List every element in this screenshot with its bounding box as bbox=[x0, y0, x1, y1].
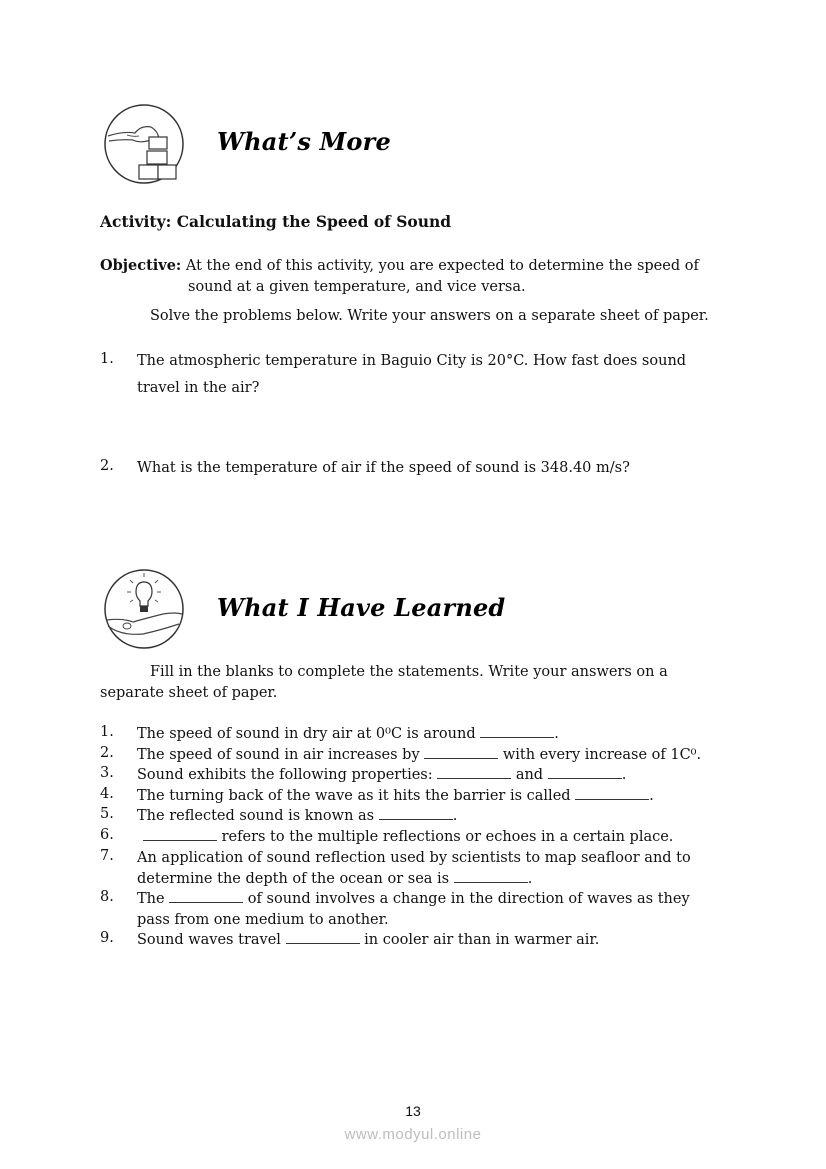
answer-blank bbox=[480, 724, 554, 738]
hand-stacking-blocks-icon bbox=[103, 103, 185, 185]
list-item bbox=[137, 806, 457, 827]
item-number: 2. bbox=[100, 745, 114, 761]
item-number: 7. bbox=[100, 848, 114, 864]
list-item bbox=[137, 930, 599, 951]
answer-blank bbox=[454, 869, 528, 883]
item-number: 3. bbox=[100, 765, 114, 781]
item-text: Sound exhibits the following properties: bbox=[137, 767, 438, 783]
item-text: in cooler air than in warmer air. bbox=[359, 932, 600, 948]
problem-1-line2: travel in the air? bbox=[137, 380, 260, 396]
item-text: . bbox=[649, 788, 654, 804]
page-number: 13 bbox=[405, 1103, 421, 1119]
answer-blank bbox=[379, 806, 453, 820]
answer-blank bbox=[143, 827, 217, 841]
activity-title: Activity: Calculating the Speed of Sound bbox=[100, 212, 452, 231]
activity-instruction: Solve the problems below. Write your answers on a separate sheet of paper. bbox=[150, 308, 709, 324]
section-title-what-i-have-learned: What I Have Learned bbox=[217, 593, 506, 622]
item-text: of sound involves a change in the direction of waves as they bbox=[243, 891, 690, 907]
item-text: Sound waves travel bbox=[137, 932, 286, 948]
item-text: . bbox=[452, 808, 458, 824]
fill-instruction-line2: separate sheet of paper. bbox=[100, 685, 278, 701]
answer-blank bbox=[169, 889, 243, 903]
list-item bbox=[137, 848, 732, 869]
problem-1-line1: The atmospheric temperature in Baguio City is 20°C. How fast does sound bbox=[137, 353, 687, 369]
problem-number: 1. bbox=[100, 351, 114, 367]
answer-blank bbox=[286, 930, 360, 944]
item-text: . bbox=[621, 767, 627, 783]
item-number: 6. bbox=[100, 827, 114, 843]
answer-blank bbox=[437, 765, 511, 779]
objective bbox=[100, 256, 699, 276]
item-number: 4. bbox=[100, 786, 114, 802]
list-item bbox=[143, 827, 673, 848]
list-item-continuation bbox=[137, 910, 389, 931]
item-text: . bbox=[554, 726, 559, 742]
objective-text-line2: sound at a given temperature, and vice versa. bbox=[188, 279, 526, 295]
answer-blank bbox=[575, 786, 649, 800]
objective-label: Objective: bbox=[100, 257, 182, 274]
problem-2-line1: What is the temperature of air if the speed of sound is 348.40 m/s? bbox=[137, 460, 630, 476]
list-item bbox=[137, 786, 654, 807]
item-text: The reflected sound is known as bbox=[137, 808, 379, 824]
objective-text-line1: At the end of this activity, you are expected to determine the speed of bbox=[185, 258, 699, 274]
item-text: and bbox=[511, 767, 548, 783]
item-text: pass from one medium to another. bbox=[137, 912, 389, 928]
section-title-whats-more: What’s More bbox=[217, 127, 391, 156]
item-number: 9. bbox=[100, 930, 114, 946]
answer-blank bbox=[548, 765, 622, 779]
item-text: determine the depth of the ocean or sea is bbox=[137, 871, 454, 887]
item-text: refers to the multiple reflections or echoes in a certain place. bbox=[217, 829, 674, 845]
list-item bbox=[137, 765, 626, 786]
item-text: The speed of sound in dry air at 0⁰C is around bbox=[137, 726, 481, 742]
item-text: . bbox=[527, 871, 533, 887]
list-item-continuation bbox=[137, 869, 532, 890]
fill-instruction-line1: Fill in the blanks to complete the statements. Write your answers on a bbox=[150, 664, 668, 680]
item-text: The speed of sound in air increases by bbox=[137, 747, 425, 763]
problem-number: 2. bbox=[100, 458, 114, 474]
item-number: 5. bbox=[100, 806, 114, 822]
item-text: The turning back of the wave as it hits the barrier is called bbox=[137, 788, 576, 804]
answer-blank bbox=[424, 745, 498, 759]
item-text: with every increase of 1C⁰. bbox=[498, 747, 702, 763]
item-number: 8. bbox=[100, 889, 114, 905]
lightbulb-in-hand-icon bbox=[103, 568, 185, 650]
item-text: The bbox=[137, 891, 170, 907]
watermark: www.modyul.online bbox=[344, 1126, 482, 1143]
list-item bbox=[137, 889, 732, 910]
list-item bbox=[137, 745, 701, 766]
item-text: An application of sound reflection used by scientists to map seafloor and to bbox=[137, 850, 691, 866]
item-number: 1. bbox=[100, 724, 114, 740]
list-item bbox=[137, 724, 559, 745]
